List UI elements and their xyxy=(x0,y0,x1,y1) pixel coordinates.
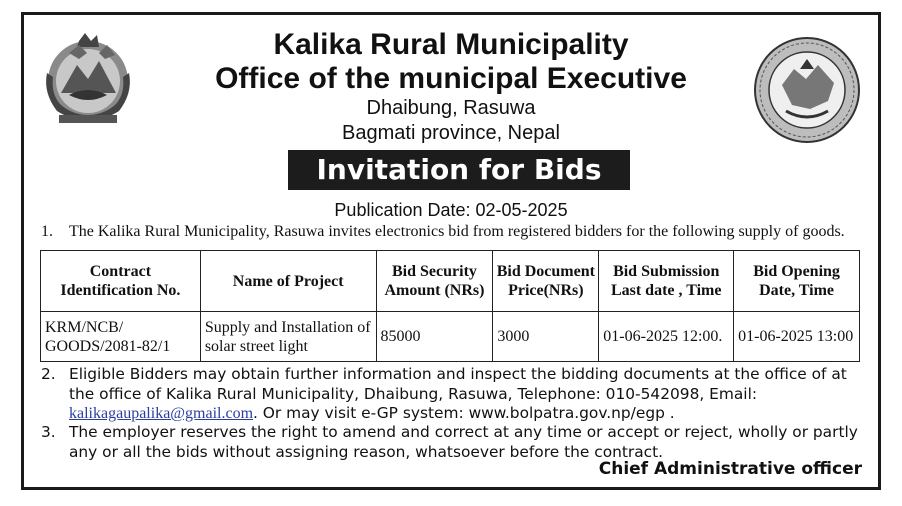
item-2-text-end: . Or may visit e-GP system: www.bolpatra.gov.np/egp . xyxy=(253,404,675,422)
cell-doc-price: 3000 xyxy=(493,312,599,362)
cell-submission: 01-06-2025 12:00. xyxy=(599,312,734,362)
office-subtitle: Office of the municipal Executive xyxy=(215,62,687,95)
cell-opening: 01-06-2025 13:00 xyxy=(734,312,860,362)
col-opening: Bid Opening Date, Time xyxy=(734,251,860,312)
notice-frame xyxy=(21,12,881,490)
email-link[interactable]: kalikagaupalika@gmail.com xyxy=(69,405,254,422)
cell-security: 85000 xyxy=(376,312,493,362)
col-security: Bid Security Amount (NRs) xyxy=(376,251,493,312)
table-header-row xyxy=(41,251,860,312)
address-line-2: Bagmati province, Nepal xyxy=(342,122,560,144)
cell-project: Supply and Installation of solar street light xyxy=(200,312,376,362)
col-project: Name of Project xyxy=(200,251,376,312)
item-1 xyxy=(41,223,845,241)
item-3-number: 3. xyxy=(41,423,56,441)
item-2 xyxy=(41,365,871,424)
col-doc-price: Bid Document Price(NRs) xyxy=(493,251,599,312)
item-3 xyxy=(41,423,871,462)
municipality-title: Kalika Rural Municipality xyxy=(273,28,629,61)
item-2-number: 2. xyxy=(41,365,56,383)
item-1-number: 1. xyxy=(41,223,53,240)
bids-table xyxy=(40,250,860,362)
table-row xyxy=(41,312,860,362)
item-2-text: Eligible Bidders may obtain further information and inspect the bidding documents at the office of at the office of Kalika Rural Municipality, Dhaibung, Rasuwa, Telephone: 010-542098, Email: xyxy=(69,365,847,403)
col-contract-id: Contract Identification No. xyxy=(41,251,201,312)
cell-contract-id: KRM/NCB/ GOODS/2081-82/1 xyxy=(41,312,201,362)
item-3-text: The employer reserves the right to amend and correct at any time or accept or reject, wholly or partly any or all the bids without assigning reason, whatsoever before the contract. xyxy=(69,423,858,461)
signatory: Chief Administrative officer xyxy=(598,459,862,479)
col-submission: Bid Submission Last date , Time xyxy=(599,251,734,312)
item-1-text: The Kalika Rural Municipality, Rasuwa invites electronics bid from registered bidders for the following supply of goods. xyxy=(69,223,845,240)
publication-date: Publication Date: 02-05-2025 xyxy=(334,200,568,220)
address-line-1: Dhaibung, Rasuwa xyxy=(366,97,536,119)
invitation-banner: Invitation for Bids xyxy=(288,150,630,190)
